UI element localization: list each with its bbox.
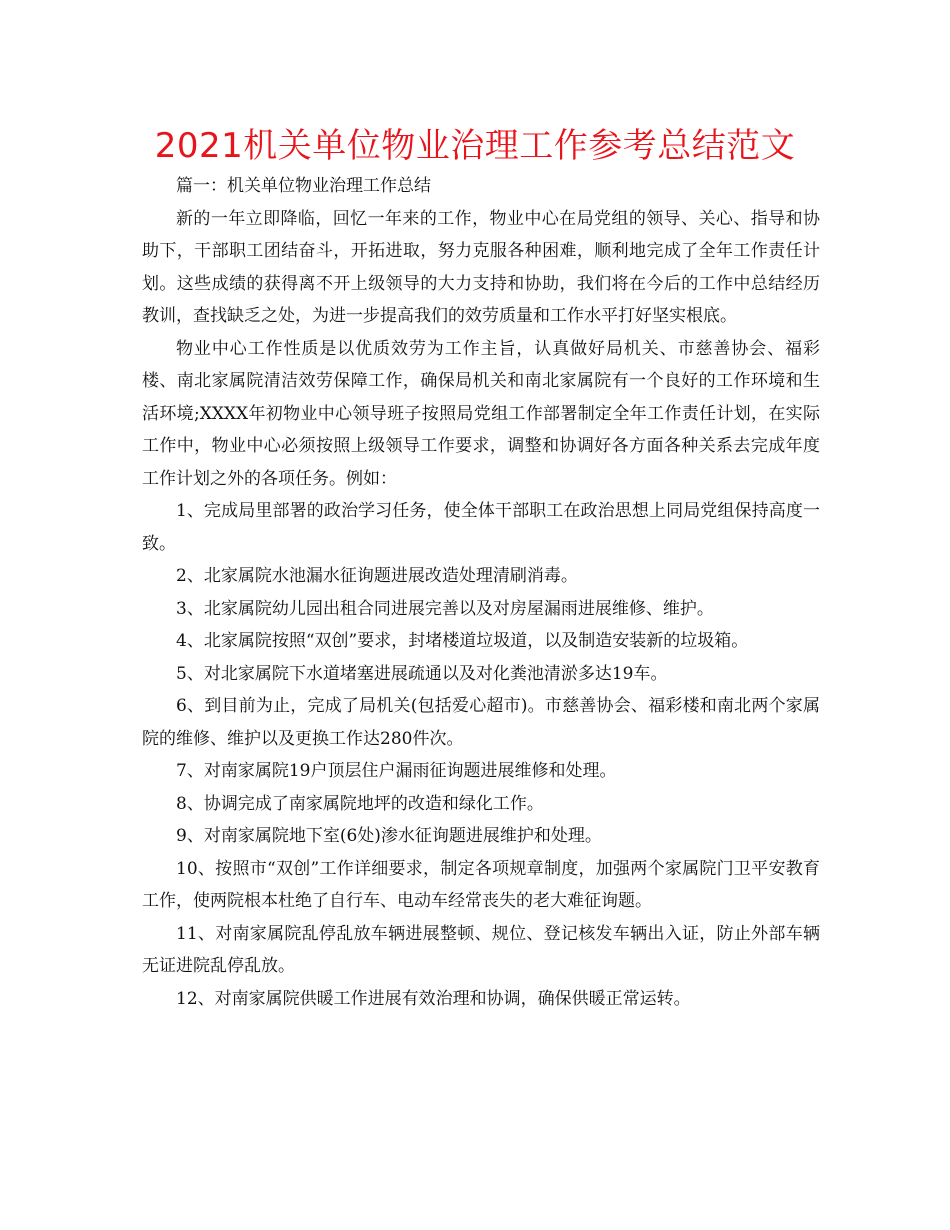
list-item: 11、对南家属院乱停乱放车辆进展整顿、规位、登记核发车辆出入证，防止外部车辆无证进院乱停乱放。: [142, 923, 820, 976]
paragraph-nature: 物业中心工作性质是以优质效劳为工作主旨，认真做好局机关、市慈善协会、福彩楼、南北家属院清洁效劳保障工作，确保局机关和南北家属院有一个良好的工作环境和生活环境;XXXX年初物业中心领导班子按照局党组工作部署制定全年工作责任计划，在实际工作中，物业中心必须按照上级领导工作要求，调整和协调好各方面各种关系去完成年度工作计划之外的各项任务。例如：: [142, 338, 820, 489]
list-item: 9、对南家属院地下室(6处)渗水征询题进展维护和处理。: [176, 826, 602, 846]
section-heading: 篇一：机关单位物业治理工作总结: [176, 176, 431, 196]
list-item: 2、北家属院水池漏水征询题进展改造处理清刷消毒。: [176, 566, 578, 586]
list-item: 3、北家属院幼儿园出租合同进展完善以及对房屋漏雨进展维修、维护。: [176, 598, 714, 619]
paragraph-intro: 新的一年立即降临，回忆一年来的工作，物业中心在局党组的领导、关心、指导和协助下，干部职工团结奋斗，开拓进取，努力克服各种困难，顺利地完成了全年工作责任计划。这些成绩的获得离不开上级领导的大力支持和协助，我们将在今后的工作中总结经历教训，查找缺乏之处，为进一步提高我们的效劳质量和工作水平打好坚实根底。: [142, 208, 820, 326]
list-item: 10、按照市“双创”工作详细要求，制定各项规章制度，加强两个家属院门卫平安教育工作，使两院根本杜绝了自行车、电动车经常丧失的老大难征询题。: [142, 858, 820, 911]
list-item: 6、到目前为止，完成了局机关(包括爱心超市)。市慈善协会、福彩楼和南北两个家属院的维修、维护以及更换工作达280件次。: [142, 696, 820, 749]
list-item: 4、北家属院按照“双创”要求，封堵楼道垃圾道，以及制造安装新的垃圾箱。: [176, 631, 749, 651]
list-item: 8、协调完成了南家属院地坪的改造和绿化工作。: [176, 793, 544, 814]
document-title: 2021机关单位物业治理工作参考总结范文: [154, 126, 796, 166]
list-item: 1、完成局里部署的政治学习任务，使全体干部职工在政治思想上同局党组保持高度一致。: [142, 501, 820, 554]
list-item: 7、对南家属院19户顶层住户漏雨征询题进展维修和处理。: [176, 761, 617, 781]
document-body: [142, 170, 820, 1015]
list-item: 12、对南家属院供暖工作进展有效治理和协调，确保供暖正常运转。: [176, 988, 691, 1009]
list-item: 5、对北家属院下水道堵塞进展疏通以及对化粪池清淤多达19车。: [176, 663, 668, 684]
